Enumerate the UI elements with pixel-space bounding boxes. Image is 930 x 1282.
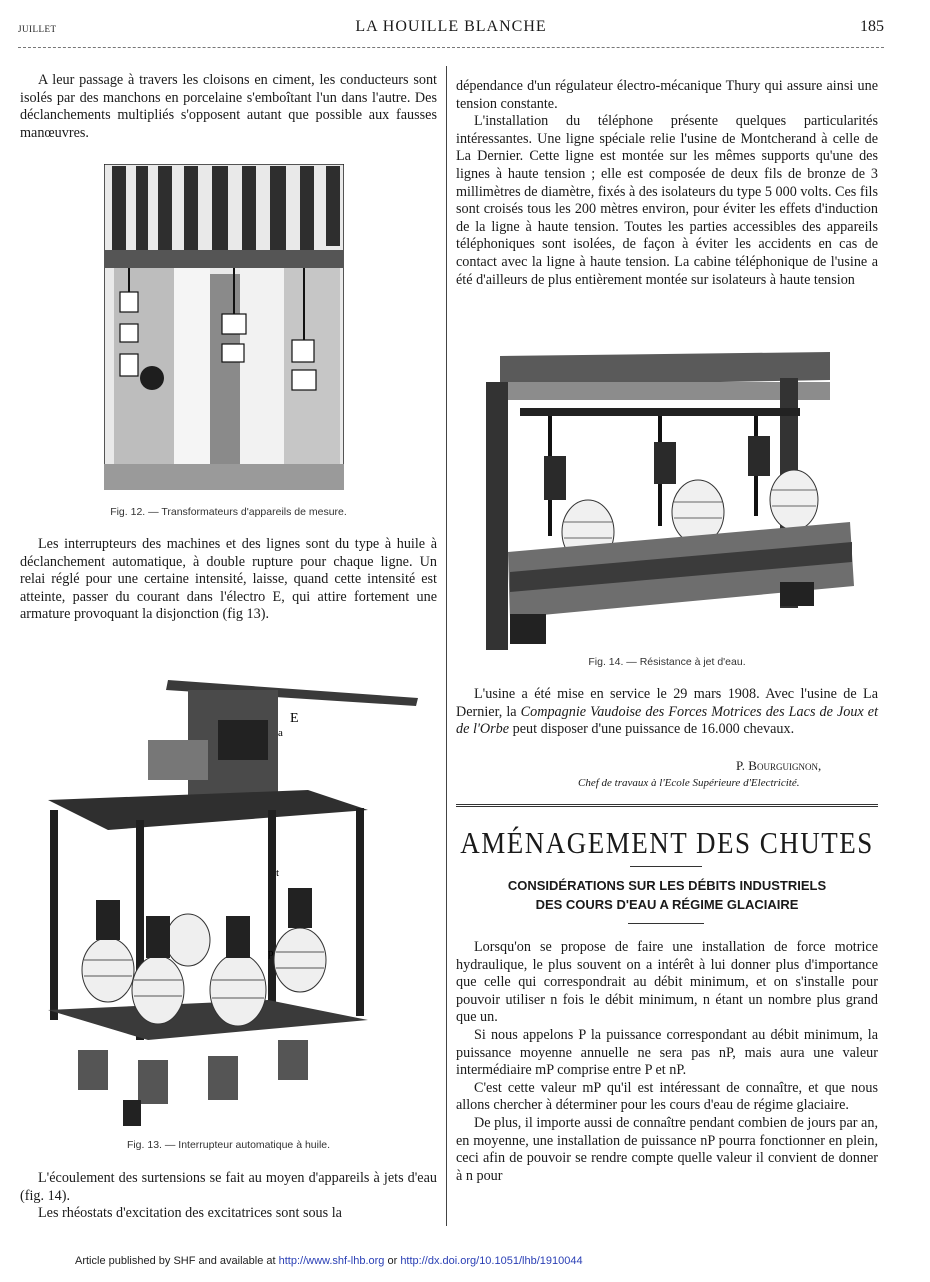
figure-13-label-e: E — [290, 711, 299, 726]
figure-13-caption: Fig. 13. — Interrupteur automatique à huile. — [126, 1139, 331, 1151]
paragraph: Les rhéostats d'excitation des excitatrices sont sous la — [38, 1205, 342, 1222]
right-column-bottom — [456, 939, 878, 1185]
paragraph-text: peut disposer d'une puissance de 16.000 chevaux. — [509, 721, 795, 738]
figure-12 — [104, 164, 344, 490]
column-divider — [446, 66, 447, 1226]
header-page-number: 185 — [860, 18, 884, 35]
paragraph — [456, 686, 878, 739]
figure-13-photo — [38, 660, 418, 1132]
title-rule — [630, 866, 702, 867]
article-subtitle — [456, 876, 878, 914]
footer-text: Article published by SHF and available at — [75, 1255, 279, 1267]
paragraph: C'est cette valeur mP qu'il est intéressant de connaître, et que nous allons chercher à déterminer pour les cours d'eau de régime glaciaire. — [456, 1079, 878, 1114]
figure-13-label-a: a — [278, 727, 283, 739]
right-column-top — [456, 78, 878, 289]
author-name: P. Bourguignon, — [736, 758, 822, 773]
paragraph: L'écoulement des surtensions se fait au moyen d'appareils à jets d'eau (fig. 14). — [20, 1170, 437, 1204]
figure-13 — [38, 660, 418, 1132]
right-column-middle — [456, 686, 878, 739]
header-rule — [18, 47, 884, 48]
header-journal-title: LA HOUILLE BLANCHE — [355, 18, 547, 35]
header-month: JUILLET — [18, 24, 57, 34]
footer-or: or — [384, 1255, 401, 1267]
footer — [0, 1255, 930, 1267]
paragraph-text: L'usine a été mise en service le 29 mars 1908. Avec l'usine de La Dernier, la — [456, 686, 878, 720]
figure-14 — [480, 352, 860, 650]
company-name: Compagnie Vaudoise des Forces Motrices des Lacs de Joux et de l'Orbe — [456, 703, 879, 738]
section-separator — [456, 804, 878, 807]
running-header — [18, 18, 884, 42]
figure-12-photo — [104, 164, 344, 490]
footer-link-doi[interactable]: http://dx.doi.org/10.1051/lhb/1910044 — [400, 1255, 583, 1267]
figure-14-photo — [480, 352, 860, 650]
footer-link-shf[interactable]: http://www.shf-lhb.org — [278, 1255, 385, 1267]
paragraph: De plus, il importe aussi de connaître pendant combien de jours par an, en moyenne, une installation de puissance nP pourra fonctionner en plein, ceci afin de pouvoir se rendre compte quelle valeur il convient de donner à n pour — [456, 1114, 878, 1184]
left-column-intro — [20, 72, 437, 142]
paragraph: Lorsqu'on se propose de faire une installation de force motrice hydraulique, le plus souvent on a intérêt à lui donner plus d'importance que celle qui correspondrait au débit minimum, et on s'installe pour pouvoir utiliser n fois le débit minimum, n étant un nombre plus grand que un. — [456, 939, 878, 1026]
figure-12-caption: Fig. 12. — Transformateurs d'appareils de mesure. — [110, 506, 347, 518]
figure-13-label-p: p — [268, 947, 274, 959]
section-title: AMÉNAGEMENT DES CHUTES — [460, 826, 874, 860]
paragraph: L'installation du téléphone présente quelques particularités intéressantes. Une ligne spéciale relie l'usine de Montcherand à celle de La Dernier. Cette ligne est montée sur les mêmes supports qu'une des lignes à haute tension ; elle est composée de deux fils de bronze de 3 millimètres de diamètre, fixés à des isolateurs du type 5 000 volts. Ces fils sont croisés tous les 200 mètres environ, pour éviter les effets d'induction de la ligne à haute tension. Toutes les parties accessibles des appareils téléphoniques sont isolées, de façon à éviter les accidents en cas de contact avec la ligne à haute tension. La cabine téléphonique de l'usine a été d'ailleurs de plus entièrement montée sur isolateurs à haute tension — [456, 113, 878, 288]
subtitle-line: DES COURS D'EAU A RÉGIME GLACIAIRE — [535, 897, 799, 912]
figure-14-caption: Fig. 14. — Résistance à jet d'eau. — [588, 656, 746, 668]
subtitle-line: CONSIDÉRATIONS SUR LES DÉBITS INDUSTRIELS — [507, 878, 827, 893]
paragraph: Si nous appelons P la puissance correspondant au débit minimum, la puissance moyenne annuelle ne sera pas nP, mais aura une valeur intermédiaire mP comprise entre P et nP. — [456, 1026, 878, 1079]
paragraph: Les interrupteurs des machines et des lignes sont du type à huile à déclanchement automatique, à double rupture pour chaque ligne. Un relai réglé pour une certaine intensité, laisse, quand cette intensité est atteinte, passer du courant dans l'électro E, qui attire fortement une armature provoquant la disjonction (fig 13). — [20, 536, 437, 623]
left-column-bottom — [20, 1170, 437, 1223]
subtitle-rule — [628, 923, 704, 924]
paragraph: dépendance d'un régulateur électro-mécanique Thury qui assure ainsi une tension constante. — [456, 78, 878, 112]
author-title: Chef de travaux à l'Ecole Supérieure d'Electricité. — [578, 777, 800, 789]
figure-13-label-t: t — [276, 867, 280, 879]
paragraph: A leur passage à travers les cloisons en ciment, les conducteurs sont isolés par des manchons en porcelaine s'emboîtant l'un dans l'autre. Des déclanchements multipliés s'opposent autant que possible aux fausses manœuvres. — [20, 72, 437, 141]
left-column-middle — [20, 536, 437, 624]
